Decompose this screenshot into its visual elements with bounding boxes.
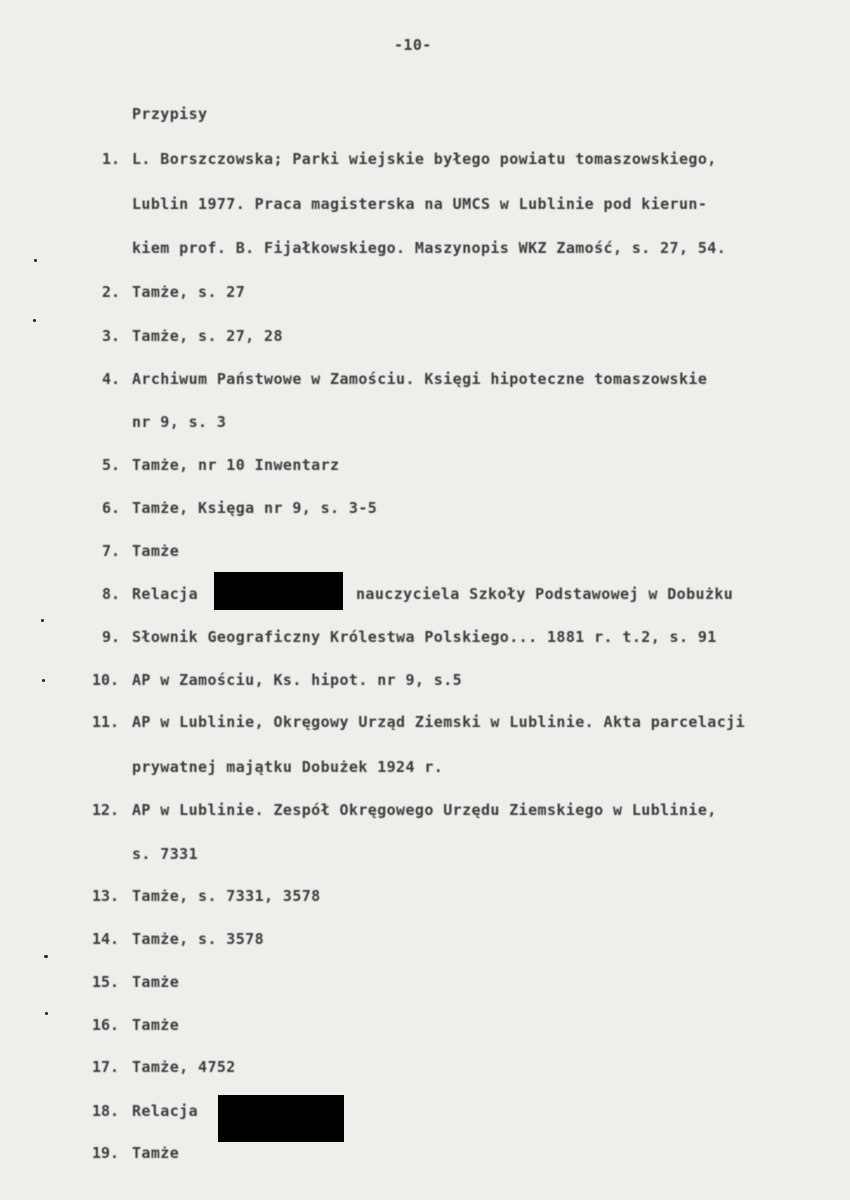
footnote-line: Tamże, s. 27 [132,283,246,301]
footnote-line: AP w Lublinie. Zespół Okręgowego Urzędu Ziemskiego w Lublinie, [132,801,717,819]
footnote-line: prywatnej majątku Dobużek 1924 r. [132,758,444,776]
footnote-number: 11. [92,713,120,731]
footnote-number: 3. [102,327,121,345]
page-number: -10- [394,36,432,54]
footnote-line: Tamże [132,1016,180,1034]
footnote-line: L. Borszczowska; Parki wiejskie byłego powiatu tomaszowskiego, [132,150,717,168]
footnote-line: Tamże [132,542,180,560]
footnote-line: Tamże, Księga nr 9, s. 3-5 [132,499,378,517]
footnote-number: 7. [102,542,121,560]
footnote-line: Archiwum Państwowe w Zamościu. Księgi hipoteczne tomaszowskie [132,370,708,388]
footnote-number: 2. [102,283,121,301]
footnote-number: 16. [92,1016,120,1034]
footnote-number: 1. [102,150,121,168]
footnote-line: nauczyciela Szkoły Podstawowej w Dobużku [356,585,734,603]
footnote-number: 5. [102,456,121,474]
redaction-box [214,572,343,610]
footnote-line: Tamże, s. 3578 [132,930,265,948]
footnotes-heading: Przypisy [132,105,208,123]
footnote-line: nr 9, s. 3 [132,413,227,431]
footnote-line: Tamże, 4752 [132,1058,236,1076]
footnote-number: 4. [102,370,121,388]
footnote-line: Tamże [132,973,180,991]
footnote-line: Tamże [132,1144,180,1162]
margin-speck [44,955,48,958]
footnote-number: 19. [92,1144,120,1162]
margin-speck [34,259,37,262]
margin-speck [45,1012,48,1015]
footnote-line: s. 7331 [132,845,199,863]
footnote-number: 13. [92,887,120,905]
footnote-number: 14. [92,930,120,948]
footnote-line: Tamże, s. 27, 28 [132,327,283,345]
footnote-number: 6. [102,499,121,517]
footnote-line: Słownik Geograficzny Królestwa Polskiego... 1881 r. t.2, s. 91 [132,628,717,646]
margin-speck [42,679,45,682]
footnote-number: 9. [102,628,121,646]
margin-speck [41,619,44,622]
footnote-number: 12. [92,801,120,819]
footnote-line: AP w Zamościu, Ks. hipot. nr 9, s.5 [132,671,463,689]
footnote-number: 18. [92,1102,120,1120]
footnote-number: 15. [92,973,120,991]
margin-speck [33,319,36,322]
footnote-line: Relacja [132,1102,199,1120]
footnote-line: Tamże, nr 10 Inwentarz [132,456,340,474]
footnote-line: AP w Lublinie, Okręgowy Urząd Ziemski w Lublinie. Akta parcelacji [132,713,745,731]
footnote-line: Lublin 1977. Praca magisterska na UMCS w Lublinie pod kierun- [132,195,708,213]
footnote-line: Relacja [132,585,199,603]
footnote-line: kiem prof. B. Fijałkowskiego. Maszynopis WKZ Zamość, s. 27, 54. [132,239,727,257]
footnote-number: 10. [92,671,120,689]
footnote-line: Tamże, s. 7331, 3578 [132,887,321,905]
footnote-number: 8. [102,585,121,603]
footnote-number: 17. [92,1058,120,1076]
redaction-box [218,1095,344,1142]
